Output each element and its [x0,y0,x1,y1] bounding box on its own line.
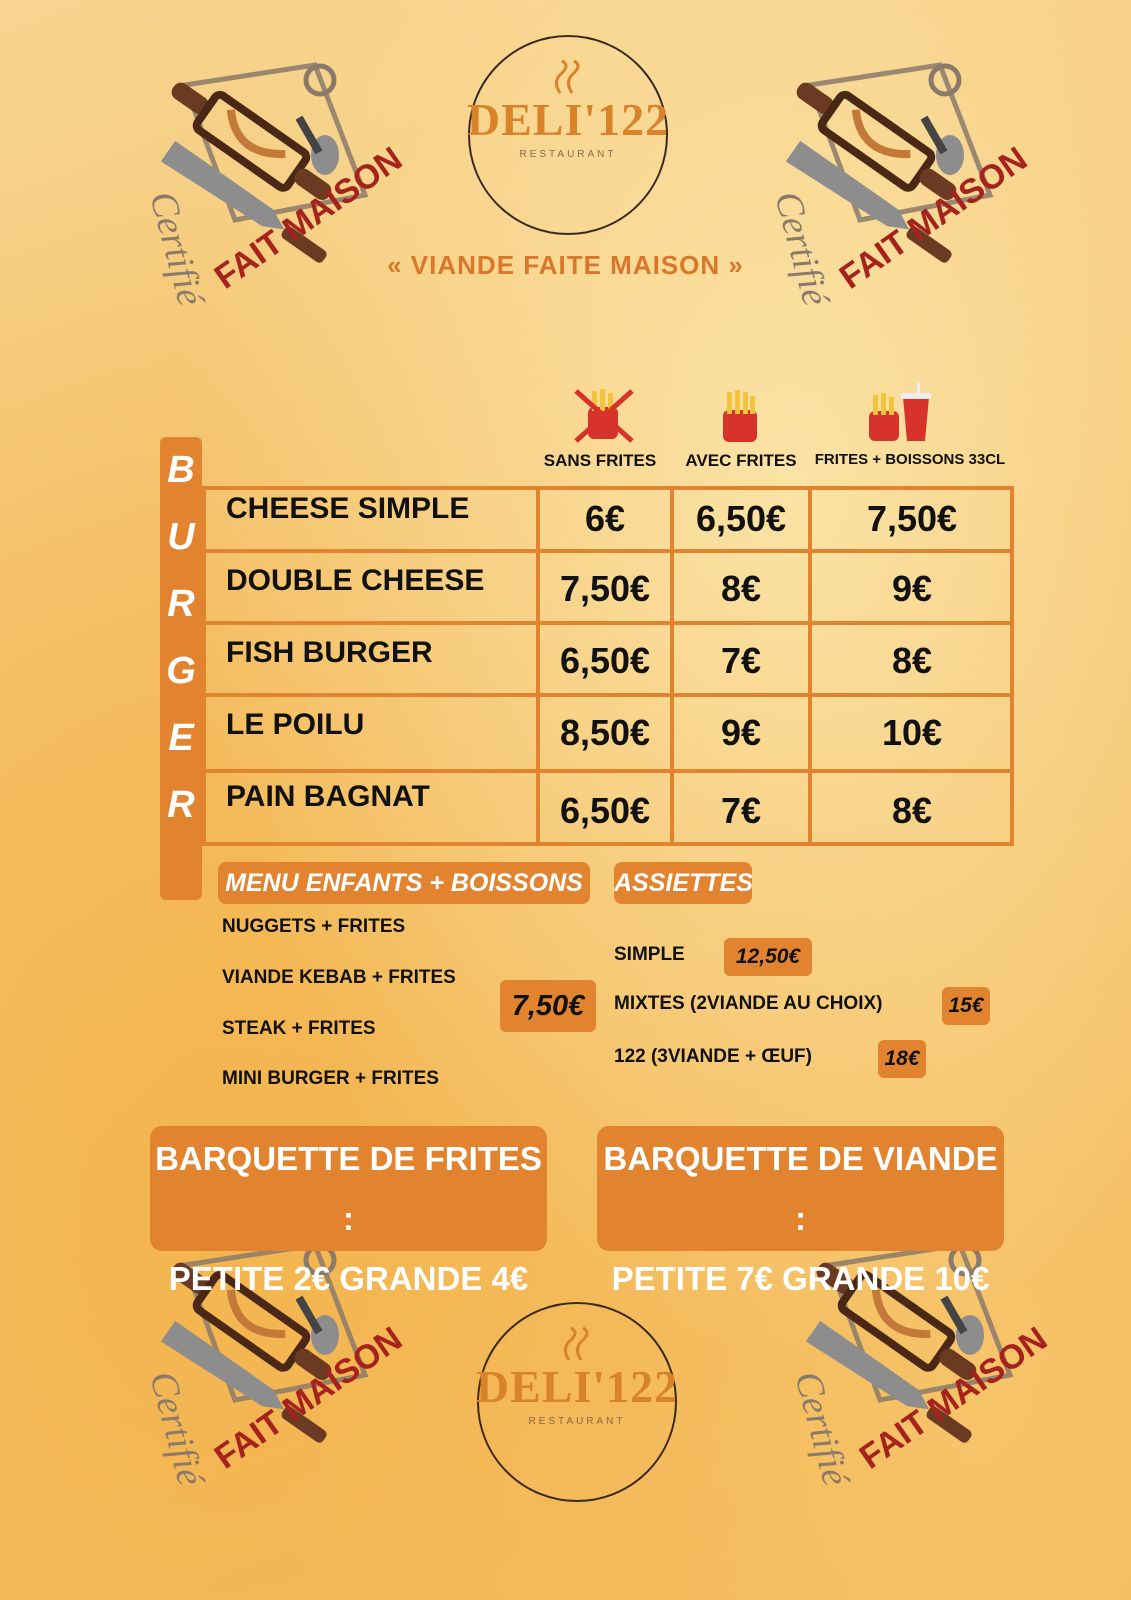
tray-meat-line1: BARQUETTE DE VIANDE : [603,1140,998,1237]
restaurant-logo-bottom [477,1302,677,1502]
tray-meat-line2: PETITE 7€ GRANDE 10€ [611,1260,990,1297]
list-item: SIMPLE [614,944,685,965]
table-row-price: 10€ [881,712,943,753]
logo-subtitle: RESTAURANT [519,149,617,160]
tray-fries-line2: PETITE 2€ GRANDE 4€ [168,1260,529,1297]
tray-meat-box [597,1126,1004,1297]
list-item: NUGGETS + FRITES [222,916,406,937]
tray-fries-box [150,1126,547,1297]
column-header-avec-frites: AVEC FRITES [685,451,797,470]
tagline: « VIANDE FAITE MAISON » [387,250,744,280]
table-row-name: DOUBLE CHEESE [226,564,485,597]
no-fries-icon [570,385,640,445]
table-row-price: 8€ [720,568,762,609]
table-row-price: 7€ [720,640,762,681]
restaurant-logo [468,35,668,235]
tray-fries-line1: BARQUETTE DE FRITES : [155,1140,542,1237]
price-badge: 15€ [942,987,990,1025]
table-row-price: 6,50€ [695,498,787,539]
table-row-price: 7€ [720,790,762,831]
price-badge: 12,50€ [724,938,812,976]
logo-subtitle: RESTAURANT [528,1416,626,1427]
burger-section-label: B U R G E R [160,437,202,900]
list-item: VIANDE KEBAB + FRITES [222,967,456,988]
plates-title: ASSIETTES [614,862,752,904]
table-row-name: CHEESE SIMPLE [226,492,470,525]
list-item: 122 (3VIANDE + ŒUF) [614,1046,812,1067]
table-row-price: 9€ [891,568,933,609]
svg-text:FAIT MAISON: FAIT MAISON [207,1319,410,1477]
badge-certifie-text: Certifié [141,187,212,311]
svg-text:Certifié: Certifié [766,187,837,311]
kids-menu-title: MENU ENFANTS + BOISSONS [218,862,590,904]
table-row-price: 6,50€ [559,790,651,831]
table-row-price: 9€ [720,712,762,753]
logo-name: DELI'122 [475,1361,679,1412]
table-row-name: PAIN BAGNAT [226,780,430,813]
svg-text:Certifié: Certifié [786,1367,857,1491]
svg-text:FAIT MAISON: FAIT MAISON [832,139,1035,297]
steam-icon [550,61,586,95]
table-row-price: 8€ [891,790,933,831]
table-row-price: 7,50€ [559,568,651,609]
table-row-price: 7,50€ [866,498,958,539]
table-row-price: 6€ [584,498,626,539]
list-item: MINI BURGER + FRITES [222,1068,439,1089]
column-header-sans-frites: SANS FRITES [543,451,657,470]
steam-icon [559,1328,595,1362]
table-row-price: 8,50€ [559,712,651,753]
list-item: MIXTES (2VIANDE AU CHOIX) [614,993,883,1014]
logo-name: DELI'122 [466,94,670,145]
svg-text:FAIT MAISON: FAIT MAISON [207,139,410,297]
table-row-name: LE POILU [226,708,365,741]
price-badge: 18€ [878,1040,926,1078]
table-row-price: 8€ [891,640,933,681]
fries-icon [715,388,765,444]
column-header-frites-boissons: FRITES + BOISSONS 33CL [814,451,1006,468]
table-row-name: FISH BURGER [226,636,433,669]
svg-text:FAIT MAISON: FAIT MAISON [852,1319,1055,1477]
list-item: STEAK + FRITES [222,1018,376,1039]
kids-menu-price: 7,50€ [500,980,596,1032]
table-row-price: 6,50€ [559,640,651,681]
svg-text:Certifié: Certifié [141,1367,212,1491]
fries-and-drink-icon [865,383,935,443]
